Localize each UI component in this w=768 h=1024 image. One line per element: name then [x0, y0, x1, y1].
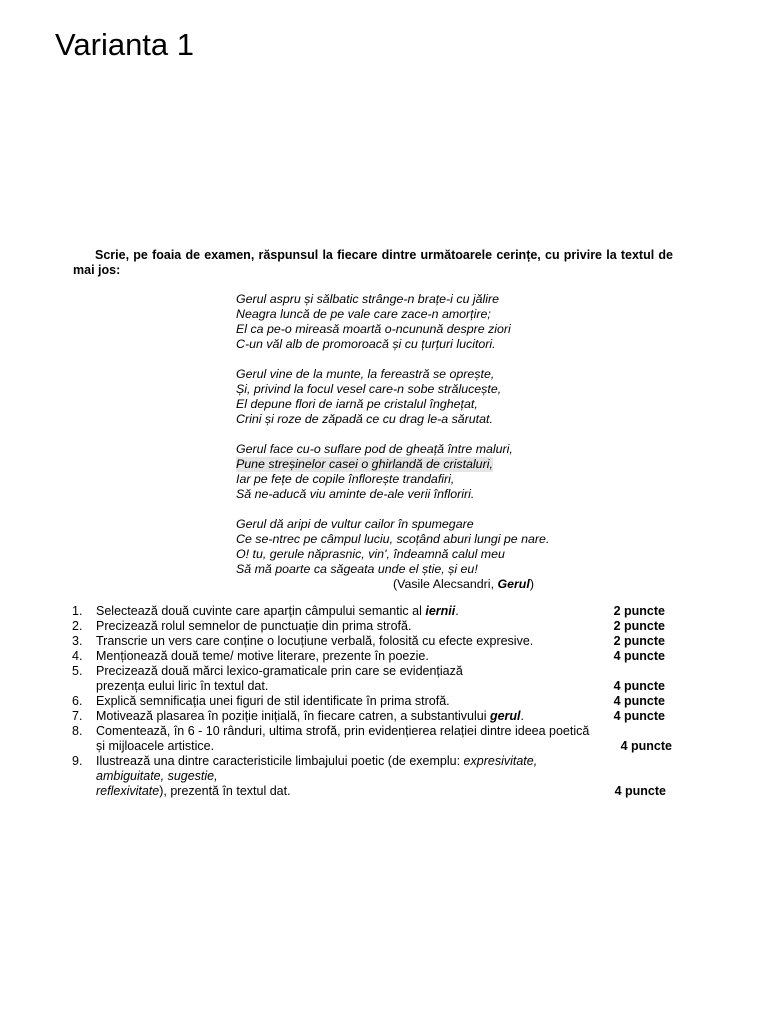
- task-item: [72, 634, 672, 649]
- task-number: 3.: [72, 634, 83, 648]
- task-text: Precizează rolul semnelor de punctuație din prima strofă.: [96, 619, 412, 633]
- task-points: 2 puncte: [613, 619, 665, 633]
- task-points: 4 puncte: [613, 694, 665, 708]
- poem-stanza-2: [236, 367, 656, 427]
- verse: Și, privind la focul vesel care-n sobe strălucește,: [236, 382, 502, 396]
- task-text: Transcrie un vers care conține o locuțiune verbală, folosită cu efecte expresive.: [96, 634, 534, 648]
- poem-stanza-1: [236, 292, 656, 352]
- task-item: [72, 649, 672, 664]
- verse: Neagra luncă de pe vale care zace-n amorțire;: [236, 307, 491, 321]
- task-item: [72, 664, 672, 694]
- verse: Iar pe fețe de copile înflorește trandafiri,: [236, 472, 455, 486]
- verse: O! tu, gerule năprasnic, vin', îndeamnă calul meu: [236, 547, 505, 561]
- verse: Ce se-ntrec pe câmpul luciu, scoțând aburi lungi pe nare.: [236, 532, 550, 546]
- task-text: Comentează, în 6 - 10 rânduri, ultima strofă, prin evidențierea relației dintre ideea poetică și mijloacele artistice.: [96, 724, 590, 753]
- task-item: [72, 724, 672, 754]
- task-item: [72, 754, 672, 799]
- task-text: Menționează două teme/ motive literare, prezente în poezie.: [96, 649, 429, 663]
- task-item: [72, 709, 672, 724]
- task-text: Selectează două cuvinte care aparțin câmpului semantic al iernii.: [96, 604, 459, 618]
- verse: Gerul dă aripi de vultur cailor în spumegare: [236, 517, 474, 531]
- verse: El depune flori de iarnă pe cristalul înghețat,: [236, 397, 478, 411]
- task-number: 1.: [72, 604, 83, 618]
- task-points: 4 puncte: [613, 649, 665, 663]
- attribution-work-title: Gerul: [497, 577, 530, 591]
- task-item: [72, 619, 672, 634]
- task-number: 7.: [72, 709, 83, 723]
- task-points: 2 puncte: [613, 634, 665, 648]
- attribution-author: (Vasile Alecsandri,: [393, 577, 498, 591]
- verse-highlighted: Pune streșinelor casei o ghirlandă de cristaluri,: [236, 457, 493, 471]
- verse: Să ne-aducă viu aminte de-ale verii înfloriri.: [236, 487, 475, 501]
- task-number: 6.: [72, 694, 83, 708]
- attribution-close: ): [529, 577, 534, 591]
- poem-stanza-3: [236, 442, 656, 502]
- task-points: 4 puncte: [620, 739, 672, 753]
- task-points: 2 puncte: [613, 604, 665, 618]
- task-number: 5.: [72, 664, 83, 678]
- task-text: Motivează plasarea în poziție inițială, în fiecare catren, a substantivului gerul.: [96, 709, 525, 723]
- poem: [236, 292, 656, 592]
- poem-attribution: [236, 577, 656, 592]
- task-text: Explică semnificația unei figuri de stil identificate în prima strofă.: [96, 694, 450, 708]
- task-points: 4 puncte: [613, 679, 665, 693]
- task-number: 2.: [72, 619, 83, 633]
- page-title: Varianta 1: [55, 27, 195, 62]
- instructions-text: Scrie, pe foaia de examen, răspunsul la fiecare dintre următoarele cerințe, cu privire la textul de mai jos:: [73, 248, 673, 277]
- task-number: 8.: [72, 724, 83, 738]
- verse: Gerul face cu-o suflare pod de gheață între maluri,: [236, 442, 513, 456]
- task-item: [72, 694, 672, 709]
- task-points: 4 puncte: [613, 709, 665, 723]
- verse: C-un văl alb de promoroacă și cu țurțuri lucitori.: [236, 337, 496, 351]
- task-text: Precizează două mărci lexico-gramaticale prin care se evidențiază prezența eului liric în textul dat.: [96, 664, 463, 693]
- poem-stanza-4: [236, 517, 656, 592]
- verse: El ca pe-o mireasă moartă o-ncunună despre ziori: [236, 322, 511, 336]
- verse: Gerul aspru și sălbatic strânge-n brațe-i cu jălire: [236, 292, 500, 306]
- verse: Crini și roze de zăpadă ce cu drag le-a sărutat.: [236, 412, 493, 426]
- task-text: Ilustrează una dintre caracteristicile limbajului poetic (de exemplu: expresivitate, ambiguitate, sugestie, reflexivitate), prezentă în textul dat.: [96, 754, 538, 798]
- task-points: 4 puncte: [614, 784, 666, 798]
- task-number: 4.: [72, 649, 83, 663]
- task-item: [72, 604, 672, 619]
- task-number: 9.: [72, 754, 83, 768]
- task-list: [72, 604, 672, 799]
- verse: Gerul vine de la munte, la fereastră se oprește,: [236, 367, 495, 381]
- verse: Să mă poarte ca săgeata unde el știe, și eu!: [236, 562, 478, 576]
